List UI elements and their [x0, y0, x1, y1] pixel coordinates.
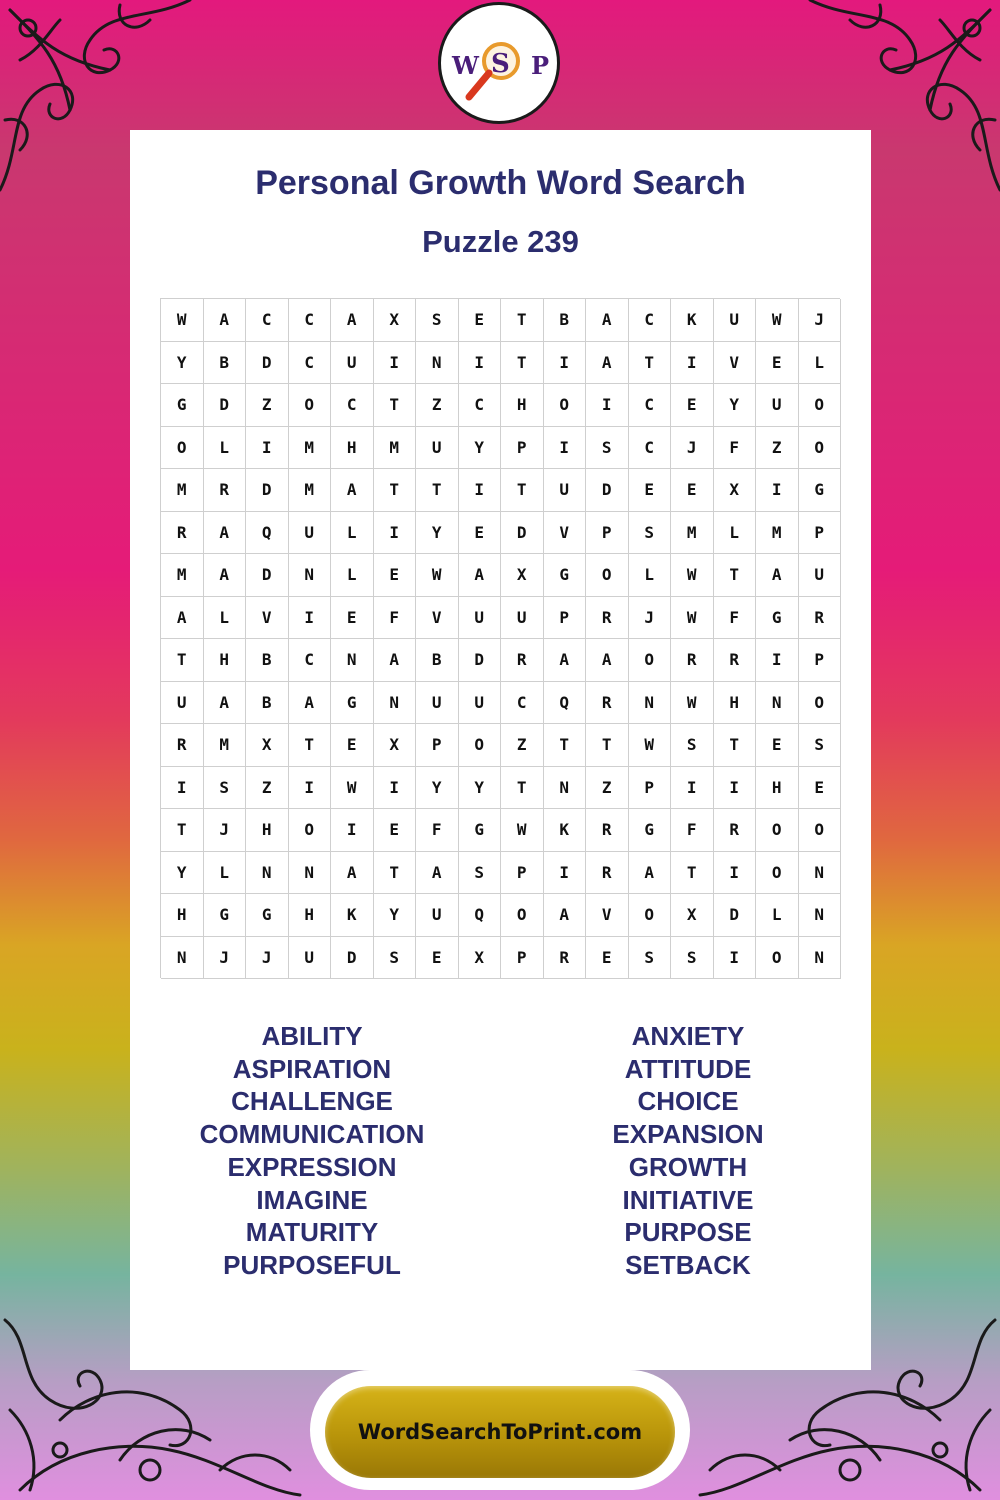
grid-cell[interactable]: A: [544, 894, 587, 937]
grid-cell[interactable]: L: [629, 554, 672, 597]
grid-cell[interactable]: R: [671, 639, 714, 682]
page-title: Personal Growth Word Search: [255, 164, 746, 202]
grid-cell[interactable]: W: [331, 767, 374, 810]
grid-cell[interactable]: Z: [416, 384, 459, 427]
word-list-item: INITIATIVE: [622, 1184, 754, 1215]
grid-cell[interactable]: A: [204, 554, 247, 597]
grid-cell[interactable]: A: [161, 597, 204, 640]
grid-cell[interactable]: J: [246, 937, 289, 980]
word-list-item: MATURITY: [245, 1217, 379, 1248]
grid-cell[interactable]: V: [246, 597, 289, 640]
grid-cell[interactable]: F: [374, 597, 417, 640]
grid-cell[interactable]: A: [204, 682, 247, 725]
grid-cell[interactable]: W: [629, 724, 672, 767]
grid-cell[interactable]: Z: [246, 767, 289, 810]
grid-cell[interactable]: H: [756, 767, 799, 810]
grid-cell[interactable]: F: [714, 427, 757, 470]
grid-cell[interactable]: L: [799, 342, 842, 385]
grid-cell[interactable]: A: [756, 554, 799, 597]
grid-cell[interactable]: U: [799, 554, 842, 597]
grid-cell[interactable]: I: [374, 512, 417, 555]
grid-cell[interactable]: Y: [714, 384, 757, 427]
grid-cell[interactable]: T: [374, 469, 417, 512]
word-list-item: COMMUNICATION: [199, 1119, 425, 1150]
grid-cell[interactable]: W: [501, 809, 544, 852]
grid-cell[interactable]: M: [204, 724, 247, 767]
grid-cell[interactable]: U: [331, 342, 374, 385]
grid-cell[interactable]: Z: [756, 427, 799, 470]
grid-cell[interactable]: F: [671, 809, 714, 852]
grid-cell[interactable]: P: [501, 852, 544, 895]
grid-cell[interactable]: X: [246, 724, 289, 767]
grid-cell[interactable]: W: [756, 299, 799, 342]
grid-cell[interactable]: H: [246, 809, 289, 852]
word-list-item: IMAGINE: [256, 1184, 368, 1215]
grid-cell[interactable]: C: [459, 384, 502, 427]
grid-cell[interactable]: O: [629, 894, 672, 937]
grid-cell[interactable]: B: [204, 342, 247, 385]
grid-cell[interactable]: R: [544, 937, 587, 980]
grid-cell[interactable]: Y: [459, 767, 502, 810]
grid-cell[interactable]: D: [586, 469, 629, 512]
grid-cell[interactable]: S: [629, 937, 672, 980]
grid-cell[interactable]: S: [799, 724, 842, 767]
grid-cell[interactable]: R: [586, 809, 629, 852]
logo-letter-p: P: [531, 51, 550, 80]
grid-cell[interactable]: U: [161, 682, 204, 725]
grid-cell[interactable]: W: [416, 554, 459, 597]
logo-letter-s: S: [491, 49, 510, 79]
grid-cell[interactable]: P: [416, 724, 459, 767]
grid-cell[interactable]: T: [714, 724, 757, 767]
grid-cell[interactable]: G: [246, 894, 289, 937]
grid-cell[interactable]: E: [331, 597, 374, 640]
grid-cell[interactable]: N: [756, 682, 799, 725]
grid-cell[interactable]: U: [289, 937, 332, 980]
grid-cell[interactable]: V: [586, 894, 629, 937]
grid-cell[interactable]: O: [586, 554, 629, 597]
grid-cell[interactable]: U: [501, 597, 544, 640]
grid-cell[interactable]: S: [459, 852, 502, 895]
grid-cell[interactable]: C: [629, 384, 672, 427]
word-list-left: [152, 1020, 472, 1282]
grid-cell[interactable]: E: [671, 384, 714, 427]
grid-cell[interactable]: N: [331, 639, 374, 682]
grid-cell[interactable]: G: [799, 469, 842, 512]
grid-cell[interactable]: R: [161, 512, 204, 555]
grid-cell[interactable]: Y: [459, 427, 502, 470]
grid-cell[interactable]: N: [161, 937, 204, 980]
grid-cell[interactable]: N: [799, 852, 842, 895]
grid-cell[interactable]: A: [586, 299, 629, 342]
grid-cell[interactable]: B: [246, 682, 289, 725]
grid-cell[interactable]: A: [629, 852, 672, 895]
grid-cell[interactable]: D: [459, 639, 502, 682]
grid-cell[interactable]: O: [544, 384, 587, 427]
grid-cell[interactable]: T: [374, 852, 417, 895]
word-list-item: ANXIETY: [631, 1021, 745, 1051]
grid-cell[interactable]: I: [374, 342, 417, 385]
grid-cell[interactable]: G: [756, 597, 799, 640]
grid-cell[interactable]: X: [374, 724, 417, 767]
grid-cell[interactable]: R: [799, 597, 842, 640]
grid-cell[interactable]: S: [629, 512, 672, 555]
grid-cell[interactable]: V: [416, 597, 459, 640]
grid-cell[interactable]: B: [416, 639, 459, 682]
grid-cell[interactable]: J: [629, 597, 672, 640]
grid-cell[interactable]: M: [161, 469, 204, 512]
grid-cell[interactable]: O: [756, 809, 799, 852]
grid-cell[interactable]: O: [756, 937, 799, 980]
grid-cell[interactable]: W: [671, 554, 714, 597]
grid-cell[interactable]: O: [289, 809, 332, 852]
grid-cell[interactable]: D: [246, 554, 289, 597]
grid-cell[interactable]: A: [331, 299, 374, 342]
grid-cell[interactable]: J: [799, 299, 842, 342]
grid-cell[interactable]: S: [671, 724, 714, 767]
grid-cell[interactable]: N: [629, 682, 672, 725]
grid-cell[interactable]: I: [756, 469, 799, 512]
grid-cell[interactable]: G: [331, 682, 374, 725]
grid-cell[interactable]: O: [629, 639, 672, 682]
grid-cell[interactable]: I: [586, 384, 629, 427]
grid-cell[interactable]: P: [501, 427, 544, 470]
grid-cell[interactable]: I: [544, 342, 587, 385]
grid-cell[interactable]: P: [629, 767, 672, 810]
site-link-button[interactable]: WordSearchToPrint.com: [325, 1386, 675, 1478]
grid-cell[interactable]: E: [756, 342, 799, 385]
grid-cell[interactable]: E: [374, 554, 417, 597]
word-list-item: EXPRESSION: [227, 1151, 397, 1182]
grid-cell[interactable]: Z: [586, 767, 629, 810]
grid-cell[interactable]: H: [501, 384, 544, 427]
grid-cell[interactable]: T: [544, 724, 587, 767]
grid-cell[interactable]: X: [714, 469, 757, 512]
grid-cell[interactable]: I: [714, 852, 757, 895]
grid-cell[interactable]: I: [671, 342, 714, 385]
grid-cell[interactable]: O: [161, 427, 204, 470]
grid-cell[interactable]: N: [416, 342, 459, 385]
word-list-item: ASPIRATION: [232, 1053, 392, 1084]
grid-cell[interactable]: I: [459, 342, 502, 385]
grid-cell[interactable]: L: [204, 427, 247, 470]
grid-cell[interactable]: C: [629, 427, 672, 470]
grid-cell[interactable]: H: [204, 639, 247, 682]
grid-cell[interactable]: M: [756, 512, 799, 555]
grid-cell[interactable]: P: [586, 512, 629, 555]
puzzle-card: [130, 130, 871, 1370]
grid-cell[interactable]: I: [289, 767, 332, 810]
grid-cell[interactable]: G: [544, 554, 587, 597]
grid-cell[interactable]: C: [289, 639, 332, 682]
grid-cell[interactable]: I: [544, 852, 587, 895]
grid-cell[interactable]: A: [416, 852, 459, 895]
grid-cell[interactable]: P: [799, 639, 842, 682]
grid-cell[interactable]: O: [799, 682, 842, 725]
grid-cell[interactable]: I: [331, 809, 374, 852]
grid-cell[interactable]: O: [459, 724, 502, 767]
grid-cell[interactable]: E: [629, 469, 672, 512]
grid-cell[interactable]: M: [289, 469, 332, 512]
puzzle-number: Puzzle 239: [422, 224, 579, 259]
grid-cell[interactable]: N: [799, 937, 842, 980]
grid-cell[interactable]: I: [714, 767, 757, 810]
grid-cell[interactable]: T: [161, 809, 204, 852]
grid-cell[interactable]: H: [331, 427, 374, 470]
grid-cell[interactable]: T: [501, 342, 544, 385]
grid-cell[interactable]: M: [671, 512, 714, 555]
grid-cell[interactable]: I: [714, 937, 757, 980]
grid-cell[interactable]: H: [714, 682, 757, 725]
grid-cell[interactable]: D: [204, 384, 247, 427]
grid-cell[interactable]: O: [289, 384, 332, 427]
grid-cell[interactable]: Y: [416, 767, 459, 810]
grid-cell[interactable]: A: [374, 639, 417, 682]
grid-cell[interactable]: C: [629, 299, 672, 342]
grid-cell[interactable]: S: [586, 427, 629, 470]
grid-cell[interactable]: R: [586, 852, 629, 895]
grid-cell[interactable]: I: [289, 597, 332, 640]
grid-cell[interactable]: U: [416, 427, 459, 470]
word-list-item: GROWTH: [628, 1151, 748, 1182]
grid-cell[interactable]: K: [331, 894, 374, 937]
grid-cell[interactable]: U: [756, 384, 799, 427]
grid-cell[interactable]: N: [374, 682, 417, 725]
grid-cell[interactable]: U: [544, 469, 587, 512]
grid-cell[interactable]: A: [544, 639, 587, 682]
grid-cell[interactable]: W: [161, 299, 204, 342]
grid-cell[interactable]: I: [756, 639, 799, 682]
grid-cell[interactable]: S: [671, 937, 714, 980]
grid-cell[interactable]: A: [331, 852, 374, 895]
grid-cell[interactable]: Z: [501, 724, 544, 767]
grid-cell[interactable]: E: [586, 937, 629, 980]
grid-cell[interactable]: A: [204, 299, 247, 342]
grid-cell[interactable]: L: [714, 512, 757, 555]
grid-cell[interactable]: L: [331, 512, 374, 555]
grid-cell[interactable]: Y: [416, 512, 459, 555]
grid-cell[interactable]: T: [629, 342, 672, 385]
grid-cell[interactable]: E: [756, 724, 799, 767]
grid-cell[interactable]: R: [586, 597, 629, 640]
grid-cell[interactable]: Q: [246, 512, 289, 555]
grid-cell[interactable]: C: [289, 342, 332, 385]
word-list-item: EXPANSION: [612, 1119, 764, 1150]
word-list-item: ATTITUDE: [624, 1053, 752, 1084]
grid-cell[interactable]: Y: [374, 894, 417, 937]
grid-cell[interactable]: M: [161, 554, 204, 597]
grid-cell[interactable]: U: [289, 512, 332, 555]
grid-cell[interactable]: F: [416, 809, 459, 852]
grid-cell[interactable]: T: [161, 639, 204, 682]
site-logo: [438, 2, 560, 124]
grid-cell[interactable]: A: [289, 682, 332, 725]
word-list-item: PURPOSEFUL: [223, 1249, 401, 1280]
grid-cell[interactable]: O: [799, 384, 842, 427]
grid-cell[interactable]: G: [161, 384, 204, 427]
grid-cell[interactable]: E: [459, 299, 502, 342]
grid-cell[interactable]: Q: [459, 894, 502, 937]
grid-cell[interactable]: O: [501, 894, 544, 937]
grid-cell[interactable]: O: [799, 427, 842, 470]
grid-cell[interactable]: I: [459, 469, 502, 512]
grid-cell[interactable]: N: [246, 852, 289, 895]
grid-cell[interactable]: X: [459, 937, 502, 980]
grid-cell[interactable]: C: [246, 299, 289, 342]
grid-cell[interactable]: R: [501, 639, 544, 682]
grid-cell[interactable]: N: [289, 554, 332, 597]
grid-cell[interactable]: T: [501, 299, 544, 342]
grid-cell[interactable]: L: [331, 554, 374, 597]
grid-cell[interactable]: U: [416, 682, 459, 725]
grid-cell[interactable]: R: [204, 469, 247, 512]
grid-cell[interactable]: A: [586, 639, 629, 682]
grid-cell[interactable]: T: [586, 724, 629, 767]
grid-cell[interactable]: V: [544, 512, 587, 555]
letter-grid: [160, 298, 840, 978]
word-list-right: [528, 1020, 848, 1282]
grid-cell[interactable]: O: [799, 809, 842, 852]
grid-cell[interactable]: T: [374, 384, 417, 427]
grid-cell[interactable]: C: [289, 299, 332, 342]
grid-cell[interactable]: J: [204, 809, 247, 852]
grid-cell[interactable]: V: [714, 342, 757, 385]
grid-cell[interactable]: X: [501, 554, 544, 597]
grid-cell[interactable]: N: [799, 894, 842, 937]
grid-cell[interactable]: T: [416, 469, 459, 512]
grid-cell[interactable]: G: [204, 894, 247, 937]
grid-cell[interactable]: B: [544, 299, 587, 342]
word-list-item: CHOICE: [637, 1086, 739, 1117]
word-list-item: ABILITY: [261, 1021, 363, 1051]
grid-cell[interactable]: E: [374, 809, 417, 852]
grid-cell[interactable]: U: [459, 597, 502, 640]
grid-cell[interactable]: T: [289, 724, 332, 767]
grid-cell[interactable]: U: [459, 682, 502, 725]
grid-cell[interactable]: A: [459, 554, 502, 597]
grid-cell[interactable]: A: [586, 342, 629, 385]
grid-cell[interactable]: E: [331, 724, 374, 767]
grid-cell[interactable]: C: [501, 682, 544, 725]
grid-cell[interactable]: G: [629, 809, 672, 852]
grid-cell[interactable]: I: [544, 427, 587, 470]
grid-cell[interactable]: E: [416, 937, 459, 980]
grid-cell[interactable]: B: [246, 639, 289, 682]
grid-cell[interactable]: H: [289, 894, 332, 937]
grid-cell[interactable]: D: [501, 512, 544, 555]
grid-cell[interactable]: E: [671, 469, 714, 512]
grid-cell[interactable]: T: [671, 852, 714, 895]
grid-cell[interactable]: L: [204, 852, 247, 895]
grid-cell[interactable]: Z: [246, 384, 289, 427]
grid-cell[interactable]: D: [714, 894, 757, 937]
grid-cell[interactable]: Y: [161, 852, 204, 895]
grid-cell[interactable]: D: [246, 342, 289, 385]
grid-cell[interactable]: R: [714, 639, 757, 682]
grid-cell[interactable]: P: [799, 512, 842, 555]
grid-cell[interactable]: W: [671, 597, 714, 640]
grid-cell[interactable]: T: [501, 469, 544, 512]
grid-cell[interactable]: P: [544, 597, 587, 640]
grid-cell[interactable]: X: [671, 894, 714, 937]
grid-cell[interactable]: P: [501, 937, 544, 980]
grid-cell[interactable]: I: [246, 427, 289, 470]
grid-cell[interactable]: T: [501, 767, 544, 810]
grid-cell[interactable]: K: [544, 809, 587, 852]
grid-cell[interactable]: J: [671, 427, 714, 470]
grid-cell[interactable]: F: [714, 597, 757, 640]
grid-cell[interactable]: A: [331, 469, 374, 512]
grid-cell[interactable]: R: [586, 682, 629, 725]
grid-cell[interactable]: M: [374, 427, 417, 470]
grid-cell[interactable]: S: [416, 299, 459, 342]
grid-cell[interactable]: Y: [161, 342, 204, 385]
grid-cell[interactable]: Q: [544, 682, 587, 725]
grid-cell[interactable]: N: [289, 852, 332, 895]
grid-cell[interactable]: L: [204, 597, 247, 640]
grid-cell[interactable]: D: [246, 469, 289, 512]
grid-cell[interactable]: M: [289, 427, 332, 470]
grid-cell[interactable]: T: [714, 554, 757, 597]
grid-cell[interactable]: N: [544, 767, 587, 810]
grid-cell[interactable]: D: [331, 937, 374, 980]
grid-cell[interactable]: I: [161, 767, 204, 810]
grid-cell[interactable]: S: [374, 937, 417, 980]
grid-cell[interactable]: W: [671, 682, 714, 725]
grid-cell[interactable]: X: [374, 299, 417, 342]
grid-cell[interactable]: I: [671, 767, 714, 810]
grid-cell[interactable]: L: [756, 894, 799, 937]
grid-cell[interactable]: G: [459, 809, 502, 852]
word-list-item: CHALLENGE: [231, 1086, 393, 1117]
grid-cell[interactable]: K: [671, 299, 714, 342]
grid-cell[interactable]: R: [714, 809, 757, 852]
grid-cell[interactable]: S: [204, 767, 247, 810]
grid-cell[interactable]: O: [756, 852, 799, 895]
grid-cell[interactable]: A: [204, 512, 247, 555]
grid-cell[interactable]: E: [459, 512, 502, 555]
word-list-item: PURPOSE: [624, 1217, 752, 1248]
grid-cell[interactable]: I: [374, 767, 417, 810]
grid-cell[interactable]: R: [161, 724, 204, 767]
grid-cell[interactable]: E: [799, 767, 842, 810]
grid-cell[interactable]: C: [331, 384, 374, 427]
logo-letter-w: W: [452, 51, 479, 80]
grid-cell[interactable]: U: [714, 299, 757, 342]
grid-cell[interactable]: J: [204, 937, 247, 980]
grid-cell[interactable]: H: [161, 894, 204, 937]
grid-cell[interactable]: U: [416, 894, 459, 937]
word-list-item: SETBACK: [625, 1249, 751, 1280]
